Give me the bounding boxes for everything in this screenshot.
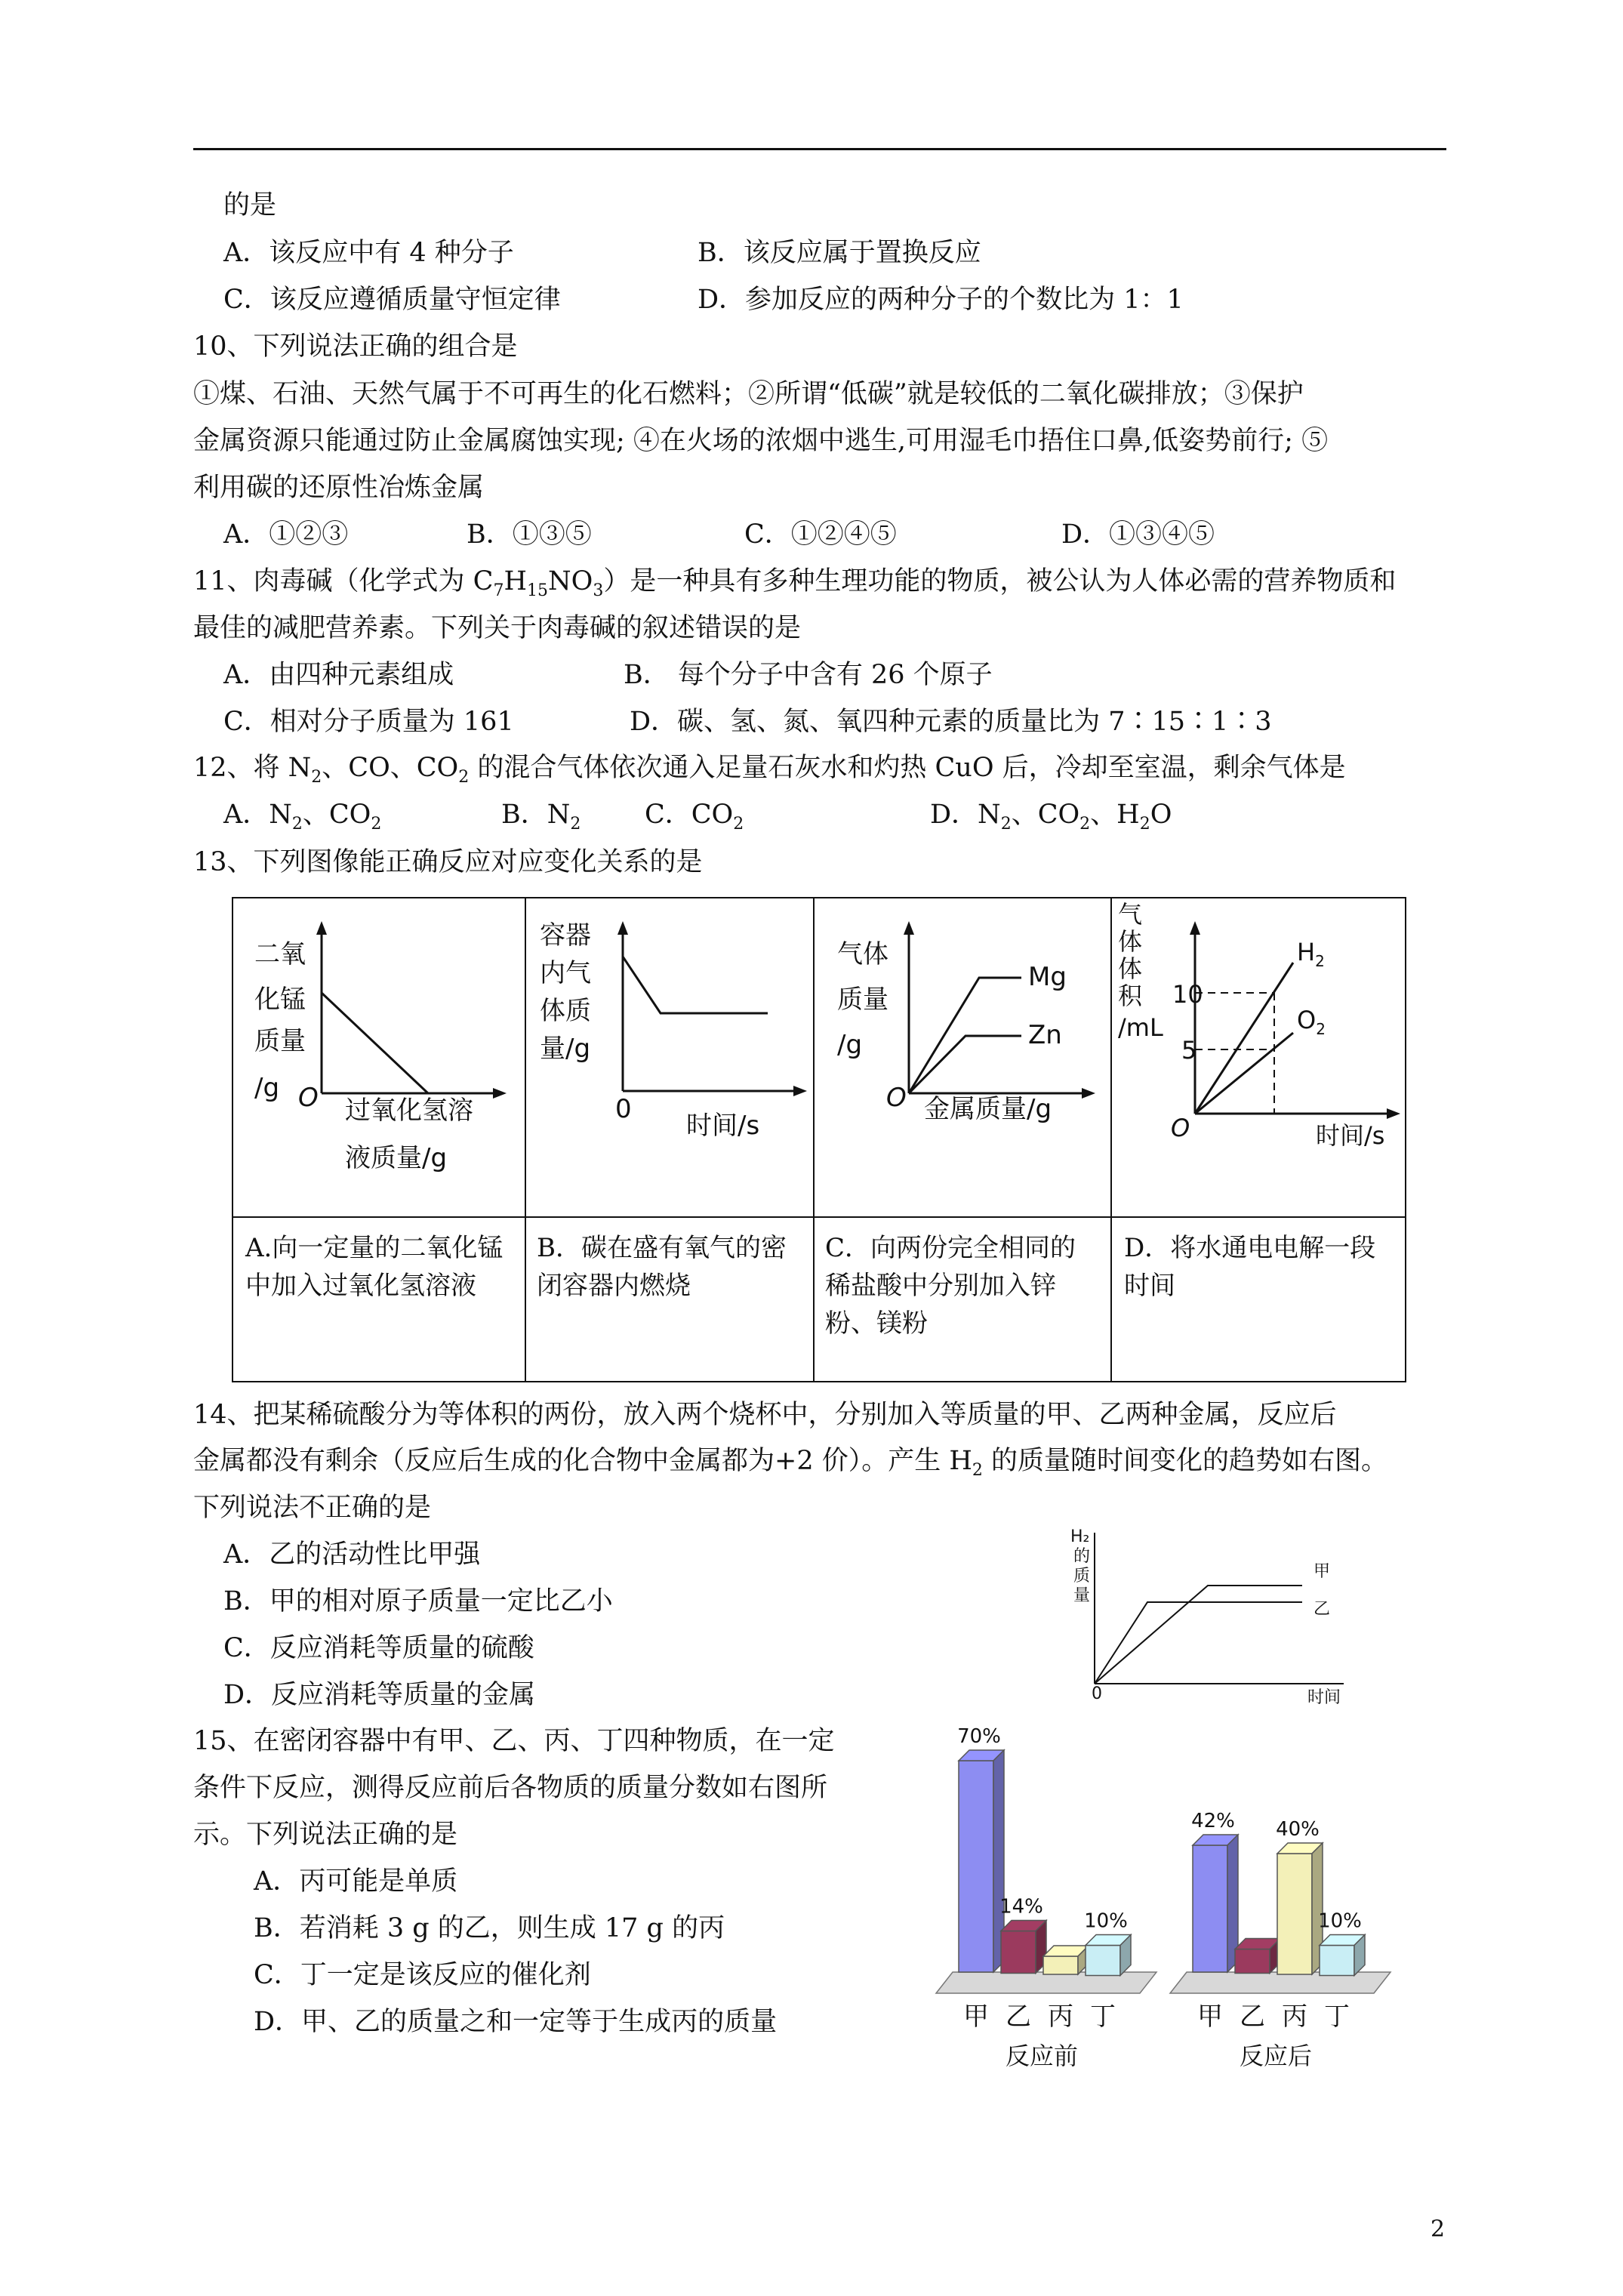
graph-d-label-h2: $H_2$: [1297, 938, 1325, 970]
q12-d-text4: O: [1150, 800, 1172, 830]
q12-sub: 2: [458, 768, 470, 787]
chart-data-label: 40%: [1276, 1818, 1320, 1841]
q11-sub-7: 7: [493, 581, 504, 600]
q15-option-c: C．丁一定是该反应的催化剂: [254, 1960, 591, 1990]
graph-a-xlabel: 液质量/g: [345, 1143, 448, 1173]
q14-sub: 2: [972, 1461, 983, 1480]
graph-b-y-arrow: [617, 921, 628, 935]
q14-chart-label-jia: 甲: [1313, 1562, 1331, 1581]
graph-d: [1112, 898, 1406, 1216]
q14-chart-origin: 0: [1092, 1684, 1102, 1703]
graph-c-label-mg: Mg: [1028, 962, 1067, 992]
chart-tick-label: 丙: [1282, 2002, 1307, 2032]
q9-stem-cont: 的是: [223, 190, 277, 220]
q10-option-c: C．①②④⑤: [744, 519, 897, 550]
q14-chart-label-yi: 乙: [1313, 1600, 1331, 1619]
q12-a-text2: 、CO: [302, 800, 371, 830]
graph-a-ylabel: /g: [254, 1073, 280, 1103]
q12-sub: 2: [1139, 815, 1150, 834]
graph-d-tick-10: 10: [1172, 980, 1203, 1009]
q12-option-b: [501, 798, 581, 834]
q14-chart-ylabel: 质: [1073, 1567, 1091, 1586]
q13-stem: 13、下列图像能正确反应对应变化关系的是: [193, 847, 703, 877]
chart-data-label: 70%: [957, 1725, 1001, 1748]
q15-text-2: 条件下反应，测得反应前后各物质的质量分数如右图所: [193, 1773, 828, 1803]
graph-a-ylabel: 化锰: [254, 985, 306, 1015]
q14-chart-ylabel: H₂: [1070, 1527, 1090, 1546]
q12-stem-a: 12、将 N: [193, 753, 312, 783]
q11-h: H: [504, 566, 527, 596]
q9-option-c: C．该反应遵循质量守恒定律: [223, 285, 561, 315]
q11-option-b: B． 每个分子中含有 26 个原子: [624, 660, 993, 690]
q12-sub: 2: [291, 815, 303, 834]
graph-d-x-arrow: [1387, 1108, 1400, 1119]
chart-tick-label: 丁: [1324, 2002, 1350, 2032]
graph-d-ylabel: /mL: [1118, 1013, 1163, 1042]
graph-b-origin: 0: [615, 1094, 632, 1124]
graph-a-curve: [322, 993, 428, 1093]
graph-d-ylabel: 体: [1118, 954, 1143, 983]
q10-text-2: 金属资源只能通过防止金属腐蚀实现; ④在火场的浓烟中逃生,可用湿毛巾捂住口鼻,低姿势前行; ⑤: [193, 426, 1329, 456]
q12-d-text: D．N: [930, 800, 1001, 830]
chart-floor: [936, 1972, 1156, 1993]
chart-tick-label: 丙: [1048, 2002, 1073, 2032]
chart-bar: [1086, 1946, 1120, 1976]
q15-text-3: 示。下列说法正确的是: [193, 1820, 458, 1850]
q10-stem: 10、下列说法正确的组合是: [193, 331, 518, 362]
graph-b: [526, 898, 813, 1216]
q12-d-text3: 、H: [1090, 800, 1140, 830]
graph-a-ylabel: 质量: [254, 1026, 306, 1056]
q12-a-text: A．N: [223, 800, 292, 830]
q12-option-c: [645, 798, 744, 834]
header-rule: [193, 148, 1446, 150]
chart-data-label: 14%: [999, 1895, 1043, 1918]
graph-b-ylabel: 容器: [540, 920, 591, 951]
graph-d-tick-5: 5: [1181, 1036, 1197, 1065]
chart-group-label: 反应前: [1005, 2042, 1079, 2070]
graph-b-ylabel: 量/g: [540, 1034, 591, 1064]
caption-d: D．将水通电电解一段时间: [1124, 1233, 1376, 1301]
graph-d-ylabel: 体: [1118, 927, 1143, 956]
q10-option-d: D．①③④⑤: [1061, 519, 1215, 550]
graph-a-ylabel: 二氧: [254, 939, 306, 969]
q11-option-c: C．相对分子质量为 161: [223, 707, 514, 737]
q14-chart-ylabel: 的: [1073, 1547, 1091, 1566]
chart-bar: [1001, 1931, 1036, 1974]
q10-text-3: 利用碳的还原性冶炼金属: [193, 473, 485, 503]
chart-group-label: 反应后: [1239, 2042, 1313, 2070]
chart-tick-label: 丁: [1090, 2002, 1116, 2032]
graph-d-origin: O: [1171, 1114, 1190, 1142]
chart-data-label: 42%: [1191, 1810, 1235, 1832]
chart-bar: [1043, 1956, 1078, 1974]
q14-text-1: 14、把某稀硫酸分为等体积的两份，放入两个烧杯中，分别加入等质量的甲、乙两种金属，反应后: [193, 1400, 1337, 1430]
q12-sub: 2: [1079, 815, 1091, 834]
graph-a-origin: O: [298, 1083, 319, 1113]
q11-option-a: A．由四种元素组成: [223, 660, 454, 690]
graph-a-y-arrow: [316, 921, 327, 935]
graph-b-xlabel: 时间/s: [686, 1111, 760, 1141]
q15-option-b: B．若消耗 3 g 的乙，则生成 17 g 的丙: [254, 1913, 725, 1943]
q10-option-b: B．①③⑤: [467, 519, 592, 550]
q12-sub: 2: [570, 815, 581, 834]
chart-bar: [1320, 1946, 1354, 1976]
chart-tick-label: 甲: [1197, 2002, 1223, 2032]
caption-b: B．碳在盛有氧气的密闭容器内燃烧: [537, 1233, 787, 1301]
q11-sub-15: 15: [526, 581, 548, 600]
graph-a-xlabel: 过氧化氢溶: [345, 1096, 473, 1126]
graph-c: [815, 898, 1110, 1216]
caption-c: C．向两份完全相同的稀盐酸中分别加入锌粉、镁粉: [825, 1233, 1076, 1339]
graph-d-y-arrow: [1190, 921, 1200, 935]
q14-option-b: B．甲的相对原子质量一定比乙小: [223, 1586, 613, 1616]
q12-sub: 2: [1000, 815, 1012, 834]
q12-sub: 2: [311, 768, 322, 787]
q14-option-d: D．反应消耗等质量的金属: [223, 1680, 536, 1710]
q11-stem-a: 11、肉毒碱（化学式为 C: [193, 566, 494, 596]
q9-option-d: D．参加反应的两种分子的个数比为 1：1: [698, 285, 1184, 315]
q12-c-text: C．CO: [645, 800, 734, 830]
graph-b-ylabel: 内气: [540, 958, 591, 988]
q12-option-a: [223, 798, 382, 834]
chart-data-label: 10%: [1084, 1909, 1128, 1933]
q12-b-text: B．N: [501, 800, 571, 830]
chart-bar: [1193, 1845, 1227, 1972]
graph-c-origin: O: [886, 1083, 907, 1113]
graph-b-ylabel: 体质: [540, 996, 591, 1026]
chart-tick-label: 乙: [1240, 2002, 1265, 2032]
q12-stem-b: 、CO、CO: [322, 753, 459, 783]
graph-c-y-arrow: [904, 921, 914, 935]
q14-text-2b: 的质量随时间变化的趋势如右图。: [982, 1446, 1388, 1476]
q14-text-2: [193, 1444, 1387, 1478]
graph-c-ylabel: 气体: [837, 939, 888, 969]
graph-d-ylabel: 积: [1118, 982, 1143, 1010]
q12-stem-c: 的混合气体依次通入足量石灰水和灼热 CuO 后，冷却至室温，剩余气体是: [469, 753, 1346, 783]
graph-b-curve: [623, 957, 768, 1013]
table-divider: [233, 1216, 1405, 1218]
q9-option-a: A．该反应中有 4 种分子: [223, 238, 514, 268]
q15-bar-chart: [917, 1691, 1415, 2070]
q11-sub-3: 3: [593, 581, 604, 600]
q14-option-a: A．乙的活动性比甲强: [223, 1539, 481, 1570]
graph-d-curve-o2: [1195, 1033, 1293, 1114]
q14-chart-curve-yi: [1095, 1602, 1302, 1684]
graph-a-x-arrow: [493, 1088, 507, 1099]
page-number: 2: [1431, 2216, 1446, 2242]
graph-d-curve-h2: [1195, 963, 1293, 1114]
q15-option-d: D．甲、乙的质量之和一定等于生成丙的质量: [254, 2007, 778, 2037]
q15-option-a: A．丙可能是单质: [254, 1866, 458, 1897]
caption-a: A.向一定量的二氧化锰中加入过氧化氢溶液: [245, 1233, 504, 1301]
graph-c-ylabel: 质量: [837, 985, 888, 1015]
chart-tick-label: 甲: [963, 2002, 989, 2032]
graph-d-xlabel: 时间/s: [1316, 1121, 1385, 1150]
q12-stem: [193, 751, 1346, 787]
graph-c-xlabel: 金属质量/g: [924, 1094, 1052, 1124]
q11-text-2: 最佳的减肥营养素。下列关于肉毒碱的叙述错误的是: [193, 613, 802, 643]
graph-d-ylabel: 气: [1118, 900, 1143, 929]
graph-c-ylabel: /g: [837, 1030, 863, 1060]
q14-text-2a: 金属都没有剩余（反应后生成的化合物中金属都为+2 价）。产生 H: [193, 1446, 972, 1476]
graph-c-label-zn: Zn: [1028, 1020, 1062, 1050]
q15-text-1: 15、在密闭容器中有甲、乙、丙、丁四种物质，在一定: [193, 1726, 835, 1756]
q11-stem-b: ）是一种具有多种生理功能的物质，被公认为人体必需的营养物质和: [603, 566, 1397, 596]
q9-option-b: B．该反应属于置换反应: [698, 238, 981, 268]
q11-no: NO: [547, 566, 593, 596]
chart-tick-label: 乙: [1006, 2002, 1031, 2032]
chart-bar: [959, 1761, 993, 1972]
q10-text-1: ①煤、石油、天然气属于不可再生的化石燃料；②所谓“低碳”就是较低的二氧化碳排放；③保护: [193, 379, 1304, 409]
graph-d-label-o2: $O_2$: [1297, 1006, 1326, 1038]
q11-option-d: D．碳、氢、氮、氧四种元素的质量比为 7∶15∶1∶3: [630, 707, 1272, 737]
q14-option-c: C．反应消耗等质量的硫酸: [223, 1633, 534, 1663]
q11-stem: [193, 565, 1396, 598]
q13-table: [232, 897, 1406, 1382]
chart-bar: [1235, 1949, 1270, 1974]
chart-floor: [1170, 1972, 1390, 1993]
graph-a: [233, 898, 525, 1216]
graph-c-x-arrow: [1082, 1088, 1095, 1099]
q12-sub: 2: [733, 815, 744, 834]
q10-option-a: A．①②③: [223, 519, 349, 550]
q12-option-d: [930, 798, 1172, 834]
q12-sub: 2: [371, 815, 382, 834]
chart-data-label: 10%: [1318, 1909, 1362, 1933]
chart-bar: [1277, 1854, 1312, 1974]
q12-d-text2: 、CO: [1011, 800, 1080, 830]
q14-chart-ylabel: 量: [1073, 1586, 1091, 1605]
q14-text-3: 下列说法不正确的是: [193, 1493, 432, 1523]
q14-chart-xlabel: 时间: [1307, 1688, 1341, 1707]
graph-b-x-arrow: [793, 1086, 807, 1096]
